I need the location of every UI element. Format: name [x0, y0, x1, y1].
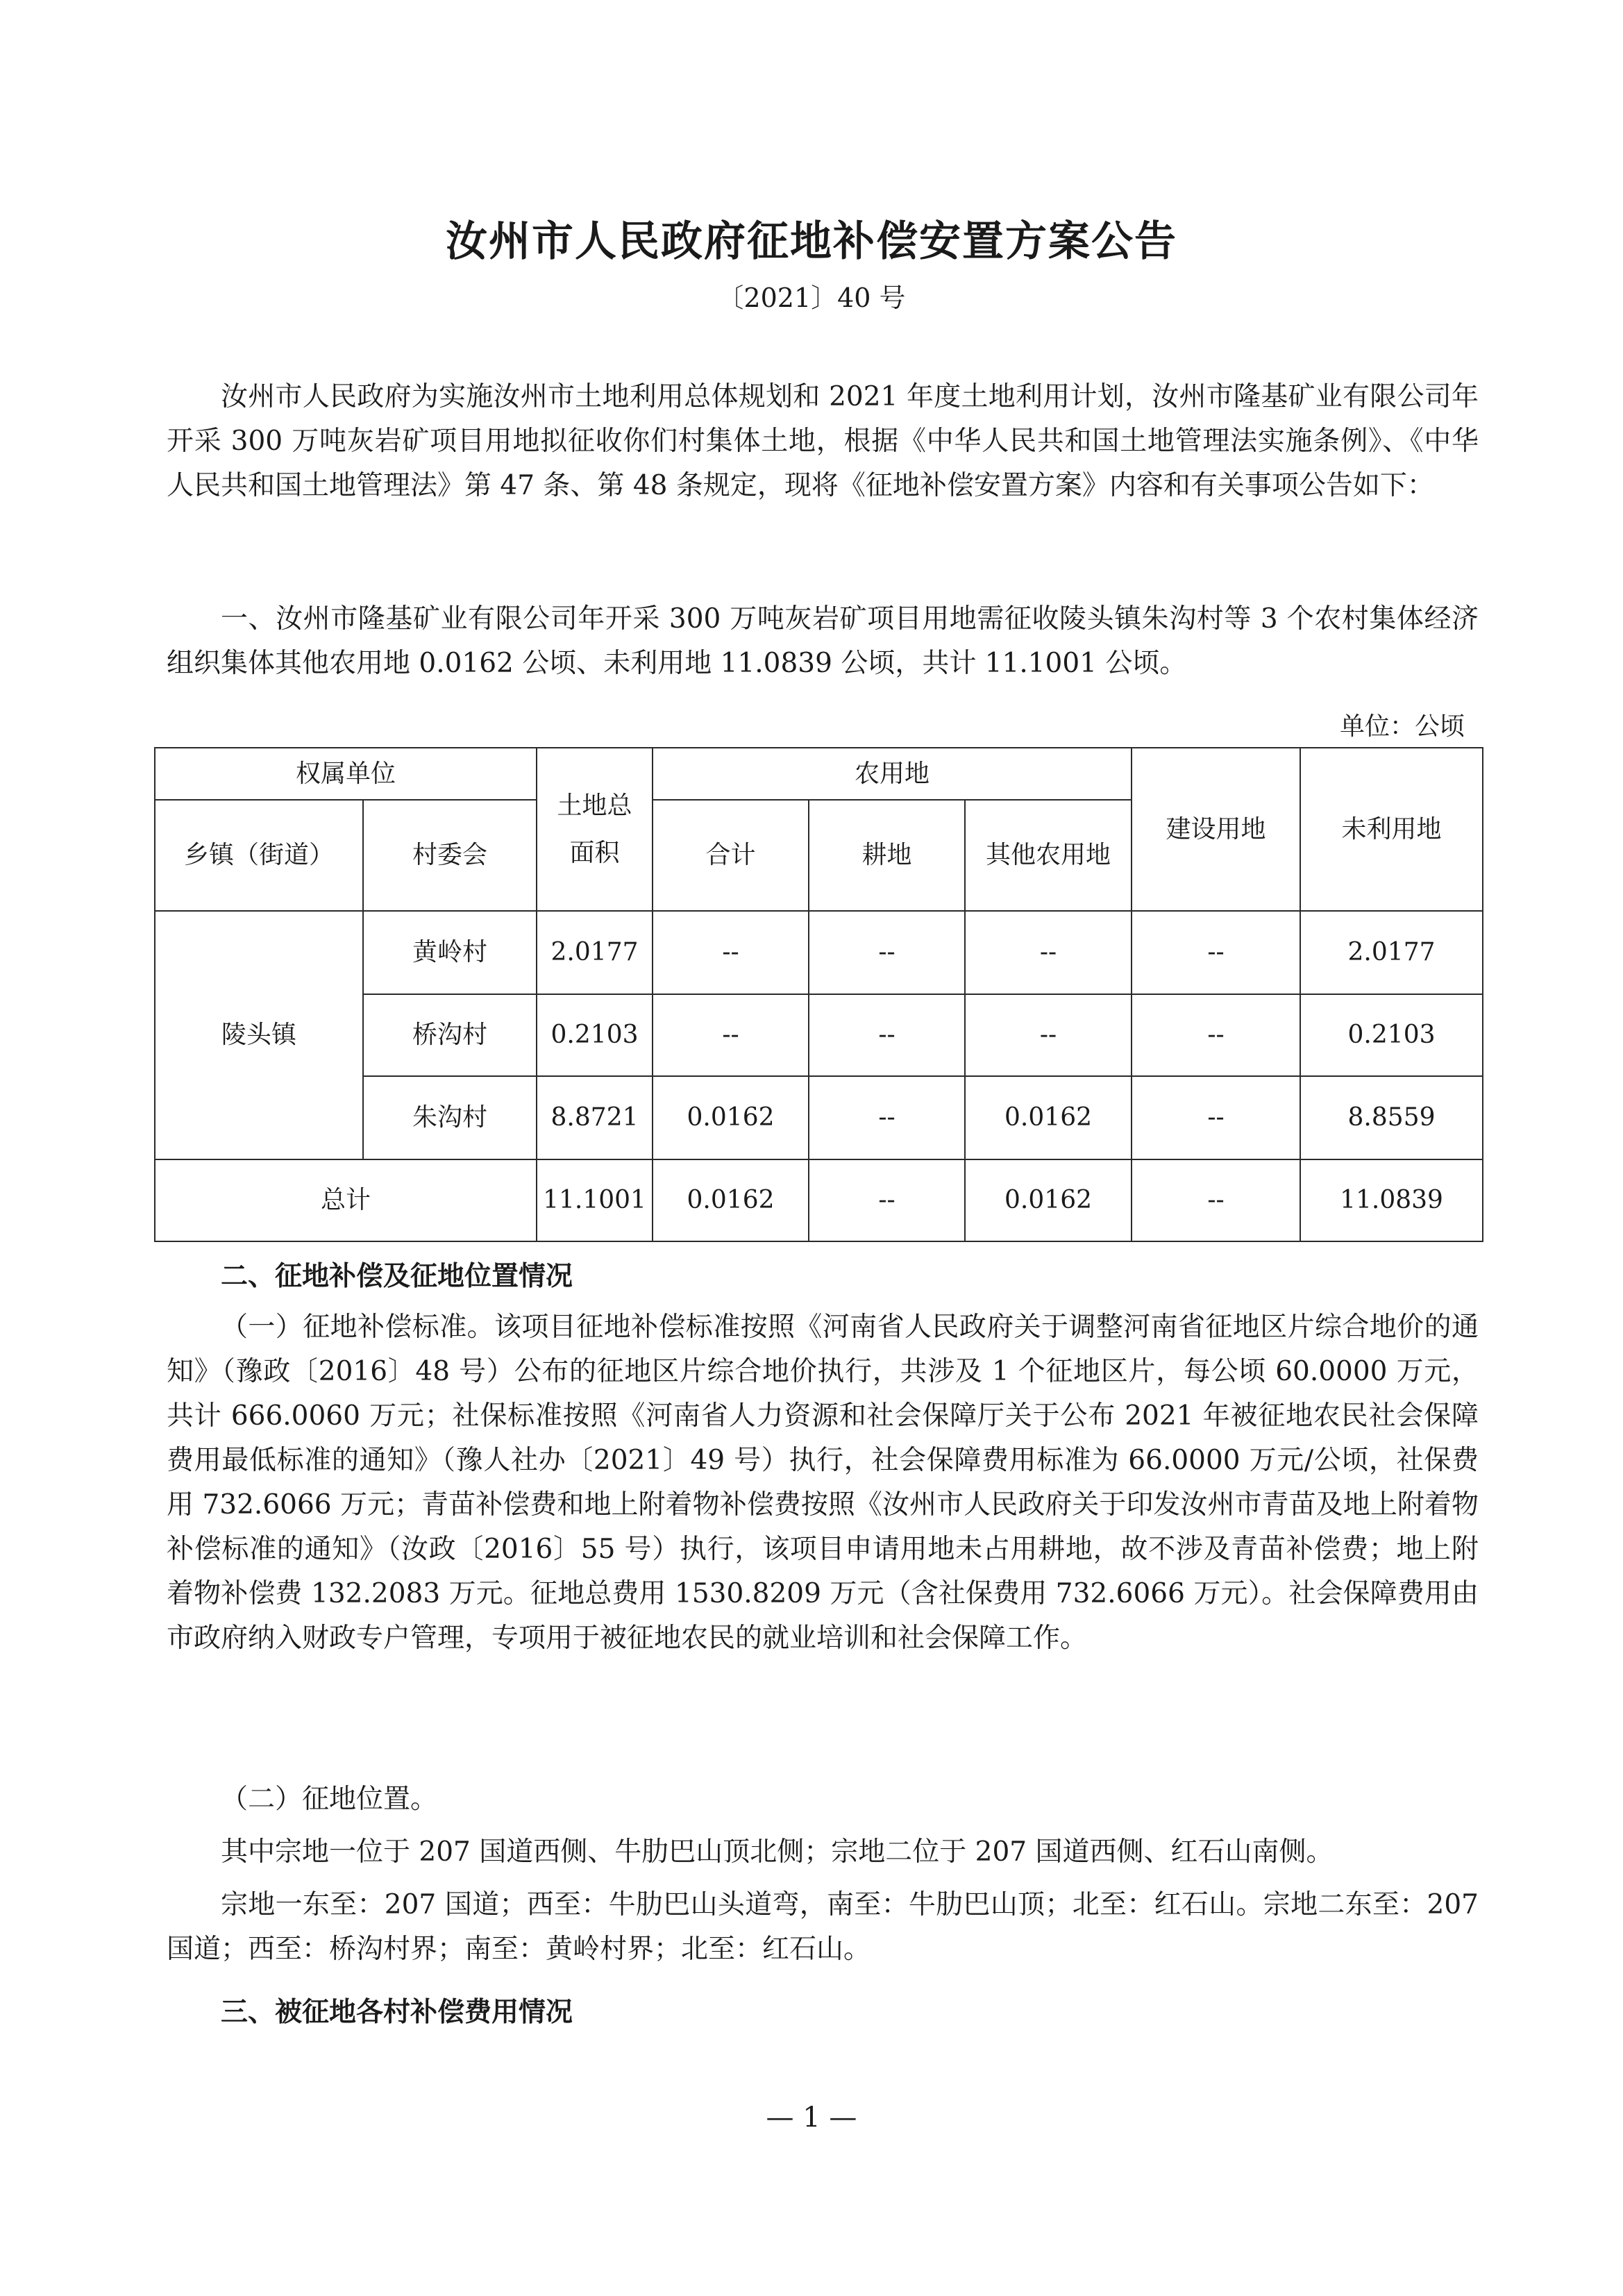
cell-total-label: 总计	[155, 1159, 537, 1241]
cell-construction: --	[1132, 911, 1300, 994]
header-construction: 建设用地	[1132, 748, 1300, 911]
section-2-1-paragraph: （一）征地补偿标准。该项目征地补偿标准按照《河南省人民政府关于调整河南省征地区片综合地价的通知》（豫政〔2016〕48 号）公布的征地区片综合地价执行，共涉及 1 个征地区片，每公顷 60.0000 万元，共计 666.0060 万元；社保标准按照《河南省人力资源和社会保障厅关于公布 2021 年被征地农民社会保障费用最低标准的通知》（豫人社办〔2021〕49 号）执行，社会保障费用标准为 66.0000 万元/公顷，社保费用 732.6066 万元；青苗补偿费和地上附着物补偿费按照《汝州市人民政府关于印发汝州市青苗及地上附着物补偿标准的通知》（汝政〔2016〕55 号）执行，该项目申请用地未占用耕地，故不涉及青苗补偿费；地上附着物补偿费 132.2083 万元。征地总费用 1530.8209 万元（含社保费用 732.6066 万元）。社会保障费用由市政府纳入财政专户管理，专项用于被征地农民的就业培训和社会保障工作。	[167, 1312, 1479, 1654]
cell-unused: 2.0177	[1300, 911, 1483, 994]
land-table	[154, 747, 1483, 1242]
cell-other-agri: 0.0162	[965, 1076, 1132, 1159]
cell-construction: --	[1132, 1076, 1300, 1159]
cell-total: 2.0177	[537, 911, 653, 994]
cell-total: 8.8721	[537, 1076, 653, 1159]
header-owner: 权属单位	[155, 748, 537, 800]
unit-label: 单位：公顷	[1339, 712, 1465, 741]
header-total-area	[537, 748, 653, 911]
location-paragraph-1: 其中宗地一位于 207 国道西侧、牛肋巴山顶北侧；宗地二位于 207 国道西侧、红石山南侧。	[221, 1836, 1334, 1868]
cell-village: 桥沟村	[363, 994, 537, 1076]
cell-agri-sum: --	[653, 911, 809, 994]
header-village: 村委会	[363, 800, 537, 911]
header-total-area-label: 土地总面积	[557, 791, 632, 867]
header-township: 乡镇（街道）	[155, 800, 363, 911]
cell-other-agri: --	[965, 994, 1132, 1076]
location-paragraph-2: 宗地一东至：207 国道；西至：牛肋巴山头道弯，南至：牛肋巴山顶；北至：红石山。宗地二东至：207 国道；西至：桥沟村界；南至：黄岭村界；北至：红石山。	[167, 1889, 1479, 1965]
section-2-heading: 二、征地补偿及征地位置情况	[221, 1260, 573, 1292]
cell-arable: --	[809, 911, 965, 994]
cell-other-agri: --	[965, 911, 1132, 994]
cell-unused: 11.0839	[1300, 1159, 1483, 1241]
cell-construction: --	[1132, 994, 1300, 1076]
header-arable: 耕地	[809, 800, 965, 911]
cell-unused: 8.8559	[1300, 1076, 1483, 1159]
section-1-paragraph: 一、汝州市隆基矿业有限公司年开采 300 万吨灰岩矿项目用地需征收陵头镇朱沟村等 3 个农村集体经济组织集体其他农用地 0.0162 公顷、未利用地 11.0839 公顷，共计 11.1001 公顷。	[167, 603, 1479, 679]
header-agri-sum: 合计	[653, 800, 809, 911]
cell-arable: --	[809, 1076, 965, 1159]
section-2-2-heading: （二）征地位置。	[221, 1784, 438, 1815]
cell-agri-sum: --	[653, 994, 809, 1076]
document-title: 汝州市人民政府征地补偿安置方案公告	[446, 217, 1177, 266]
header-agri: 农用地	[653, 748, 1132, 800]
section-3-heading: 三、被征地各村补偿费用情况	[221, 1996, 573, 2028]
cell-total: 0.2103	[537, 994, 653, 1076]
intro-paragraph: 汝州市人民政府为实施汝州市土地利用总体规划和 2021 年度土地利用计划，汝州市隆基矿业有限公司年开采 300 万吨灰岩矿项目用地拟征收你们村集体土地，根据《中华人民共和国土地管理法实施条例》、《中华人民共和国土地管理法》第 47 条、第 48 条规定，现将《征地补偿安置方案》内容和有关事项公告如下：	[167, 381, 1479, 501]
cell-construction: --	[1132, 1159, 1300, 1241]
table-total-row	[155, 1159, 1483, 1241]
document-number: 〔2021〕40 号	[717, 283, 906, 313]
cell-agri-sum: 0.0162	[653, 1076, 809, 1159]
header-other-agri: 其他农用地	[965, 800, 1132, 911]
cell-village: 黄岭村	[363, 911, 537, 994]
cell-arable: --	[809, 1159, 965, 1241]
table-row	[155, 911, 1483, 994]
cell-village: 朱沟村	[363, 1076, 537, 1159]
header-unused: 未利用地	[1300, 748, 1483, 911]
cell-township: 陵头镇	[155, 911, 363, 1159]
cell-arable: --	[809, 994, 965, 1076]
cell-other-agri: 0.0162	[965, 1159, 1132, 1241]
cell-unused: 0.2103	[1300, 994, 1483, 1076]
cell-agri-sum: 0.0162	[653, 1159, 809, 1241]
cell-total: 11.1001	[537, 1159, 653, 1241]
page-number: — 1 —	[766, 2102, 857, 2134]
